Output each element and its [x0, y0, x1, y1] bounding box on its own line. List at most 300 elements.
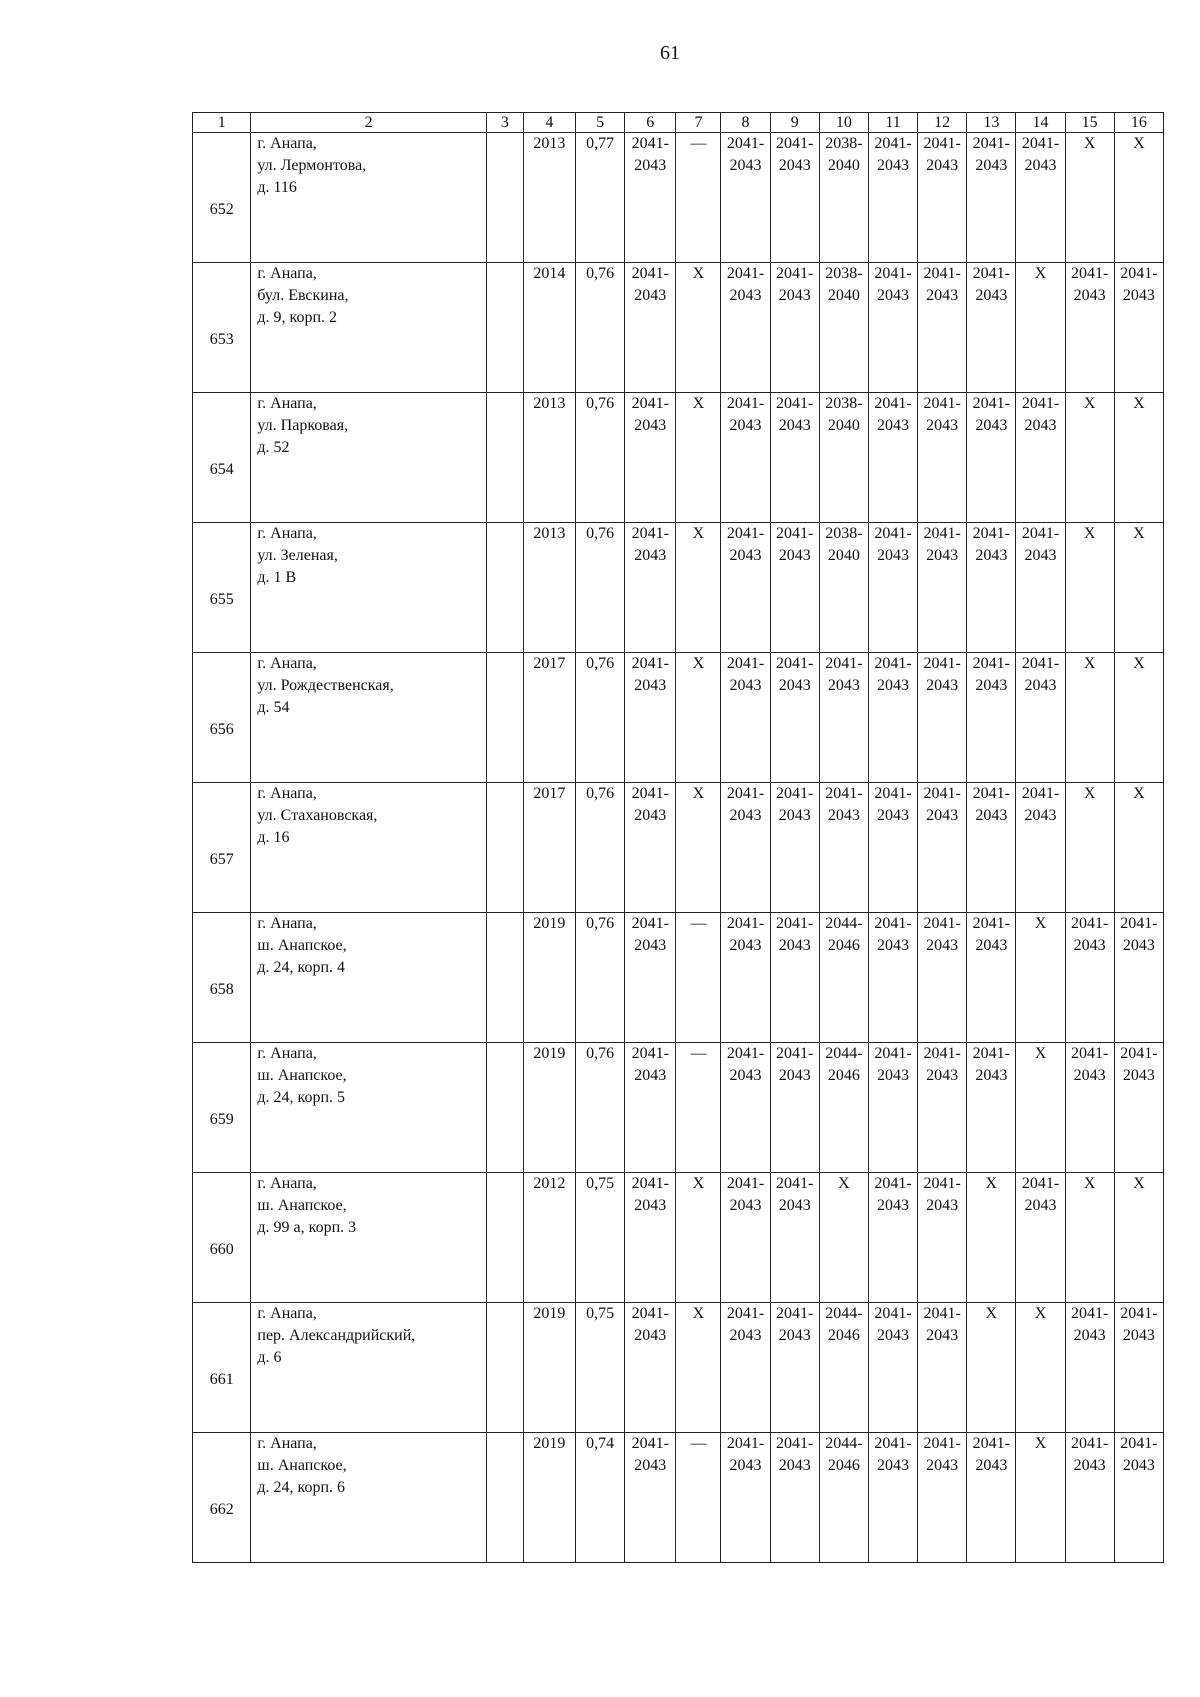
column-3-cell: [486, 393, 523, 523]
column-header: 9: [770, 113, 819, 133]
period-text: 2041-: [1120, 915, 1158, 932]
period-cell: [868, 1303, 917, 1433]
period-cell: [1114, 783, 1163, 913]
period-text: 2043: [778, 1457, 811, 1474]
period-cell: [967, 783, 1016, 913]
column-3-cell: [486, 133, 523, 263]
period-text: 2043: [975, 287, 1008, 304]
address-line: г. Анапа,: [257, 1435, 317, 1452]
period-cell: [625, 393, 676, 523]
period-text: 2041-: [631, 1305, 669, 1322]
table-row: [193, 1303, 1164, 1433]
column-header: 15: [1065, 113, 1114, 133]
period-cell: [868, 1433, 917, 1563]
period-cell: [967, 393, 1016, 523]
period-cell: [721, 1043, 770, 1173]
period-text: 2041-: [874, 785, 912, 802]
period-text: 2041-: [776, 525, 814, 542]
period-cell: [918, 1433, 967, 1563]
period-text: Х: [1083, 1175, 1096, 1192]
period-cell: [1016, 133, 1065, 263]
period-text: 2043: [778, 937, 811, 954]
period-cell: [918, 653, 967, 783]
period-text: 2043: [877, 417, 910, 434]
period-text: 2043: [975, 937, 1008, 954]
address-cell: [251, 913, 487, 1043]
period-text: 2038-: [825, 395, 863, 412]
period-text: 2043: [1024, 677, 1057, 694]
period-cell: [1016, 1173, 1065, 1303]
period-cell: [1114, 263, 1163, 393]
table-row: [193, 1433, 1164, 1563]
period-cell: [819, 1433, 868, 1563]
period-text: 2043: [926, 1067, 959, 1084]
column-3-cell: [486, 1173, 523, 1303]
period-text: 2043: [1024, 157, 1057, 174]
period-text: 2043: [926, 417, 959, 434]
period-text: 2043: [1073, 287, 1106, 304]
period-text: 2043: [1122, 1327, 1155, 1344]
period-cell: [676, 393, 721, 523]
period-text: 2043: [1024, 807, 1057, 824]
coefficient-cell: 0,77: [576, 133, 625, 263]
period-text: 2043: [975, 1067, 1008, 1084]
period-cell: [967, 1043, 1016, 1173]
period-text: 2043: [1122, 937, 1155, 954]
period-cell: [625, 653, 676, 783]
column-header: 16: [1114, 113, 1163, 133]
period-cell: [819, 393, 868, 523]
period-cell: [721, 393, 770, 523]
period-cell: [819, 523, 868, 653]
period-cell: [676, 133, 721, 263]
address-line: ул. Стахановская,: [257, 807, 378, 824]
period-text: 2041-: [874, 655, 912, 672]
period-cell: [625, 1043, 676, 1173]
period-cell: [1016, 263, 1065, 393]
period-text: 2043: [975, 547, 1008, 564]
address-cell: [251, 393, 487, 523]
column-3-cell: [486, 523, 523, 653]
period-text: Х: [985, 1175, 998, 1192]
period-cell: [1114, 1043, 1163, 1173]
period-text: 2041-: [776, 1175, 814, 1192]
period-text: 2043: [778, 1327, 811, 1344]
period-text: 2041-: [776, 785, 814, 802]
period-text: 2041-: [874, 915, 912, 932]
period-text: 2041-: [726, 395, 765, 412]
period-text: 2043: [877, 1197, 910, 1214]
row-number: [193, 263, 251, 393]
period-cell: [918, 1303, 967, 1433]
column-header: 1: [193, 113, 251, 133]
period-text: 2043: [975, 417, 1008, 434]
column-header: 2: [251, 113, 487, 133]
period-cell: [625, 1173, 676, 1303]
period-text: 2043: [729, 937, 762, 954]
period-text: 2043: [634, 937, 667, 954]
period-text: 2041-: [874, 1435, 912, 1452]
period-text: 2044-: [825, 1045, 863, 1062]
period-text: 2043: [729, 417, 762, 434]
period-text: 2041-: [1021, 525, 1060, 542]
address-line: г. Анапа,: [257, 135, 317, 152]
coefficient-cell: 0,75: [576, 1303, 625, 1433]
period-cell: [1065, 263, 1114, 393]
address-line: д. 24, корп. 6: [257, 1479, 346, 1496]
period-cell: [676, 263, 721, 393]
period-text: 2041-: [726, 785, 765, 802]
period-cell: [819, 263, 868, 393]
year-cell: 2013: [523, 133, 575, 263]
period-text: 2043: [877, 287, 910, 304]
year-cell: 2019: [523, 1433, 575, 1563]
period-cell: [721, 523, 770, 653]
period-text: 2043: [729, 157, 762, 174]
period-cell: [770, 783, 819, 913]
period-cell: [1114, 1433, 1163, 1563]
period-text: 2041-: [776, 1045, 814, 1062]
period-text: Х: [692, 1305, 705, 1322]
address-line: г. Анапа,: [257, 915, 317, 932]
period-cell: [1114, 1173, 1163, 1303]
address-cell: [251, 523, 487, 653]
year-cell: 2019: [523, 1303, 575, 1433]
year-cell: 2017: [523, 783, 575, 913]
period-text: 2041-: [972, 525, 1010, 542]
coefficient-cell: 0,76: [576, 913, 625, 1043]
period-cell: [819, 1043, 868, 1173]
period-text: 2043: [1024, 1197, 1057, 1214]
period-cell: [721, 783, 770, 913]
row-number: [193, 653, 251, 783]
row-number: [193, 1173, 251, 1303]
period-cell: [625, 1303, 676, 1433]
address-line: ш. Анапское,: [257, 1067, 347, 1084]
period-text: Х: [1034, 1435, 1047, 1452]
row-number-text: 654: [209, 460, 234, 478]
row-number-text: 662: [209, 1500, 234, 1518]
period-text: Х: [692, 395, 705, 412]
column-header: 14: [1016, 113, 1065, 133]
period-text: 2043: [1073, 937, 1106, 954]
period-cell: [868, 1043, 917, 1173]
period-text: 2043: [1122, 1067, 1155, 1084]
period-text: 2043: [634, 1197, 667, 1214]
address-line: д. 24, корп. 4: [257, 959, 346, 976]
period-cell: [918, 913, 967, 1043]
period-cell: [1065, 653, 1114, 783]
row-number-text: 653: [209, 330, 234, 348]
period-cell: [1016, 913, 1065, 1043]
period-text: 2041-: [972, 395, 1010, 412]
period-text: 2041-: [923, 1045, 961, 1062]
period-cell: [1065, 783, 1114, 913]
address-line: бул. Евскина,: [257, 287, 349, 304]
period-cell: [1114, 393, 1163, 523]
period-cell: [1065, 1043, 1114, 1173]
period-text: 2043: [926, 1327, 959, 1344]
period-text: 2041-: [1070, 915, 1109, 932]
period-text: 2041-: [874, 135, 912, 152]
address-line: г. Анапа,: [257, 655, 317, 672]
period-cell: [770, 1043, 819, 1173]
period-text: Х: [1034, 1305, 1047, 1322]
period-text: 2043: [634, 1067, 667, 1084]
period-cell: [1114, 1303, 1163, 1433]
address-line: г. Анапа,: [257, 1175, 317, 1192]
period-cell: [770, 393, 819, 523]
coefficient-cell: 0,76: [576, 1043, 625, 1173]
period-cell: [625, 263, 676, 393]
period-cell: [819, 1173, 868, 1303]
address-line: д. 9, корп. 2: [257, 309, 338, 326]
address-line: д. 54: [257, 699, 290, 716]
period-text: 2038-: [825, 135, 863, 152]
period-cell: [770, 913, 819, 1043]
table-row: [193, 653, 1164, 783]
address-line: ш. Анапское,: [257, 1457, 347, 1474]
period-text: 2043: [634, 417, 667, 434]
period-cell: [1065, 133, 1114, 263]
period-text: 2041-: [972, 265, 1010, 282]
period-text: Х: [1083, 785, 1096, 802]
period-text: 2043: [975, 157, 1008, 174]
column-header: 5: [576, 113, 625, 133]
coefficient-cell: 0,75: [576, 1173, 625, 1303]
period-text: 2043: [729, 1457, 762, 1474]
period-text: 2041-: [776, 1305, 814, 1322]
period-text: 2041-: [776, 265, 814, 282]
period-cell: [918, 783, 967, 913]
column-3-cell: [486, 1433, 523, 1563]
period-cell: [770, 1173, 819, 1303]
period-cell: [918, 1043, 967, 1173]
period-text: 2043: [634, 807, 667, 824]
period-cell: [868, 653, 917, 783]
period-text: Х: [692, 265, 705, 282]
period-text: 2046: [827, 937, 860, 954]
column-header: 8: [721, 113, 770, 133]
period-cell: [1114, 653, 1163, 783]
period-text: 2040: [827, 287, 860, 304]
period-text: 2041-: [631, 785, 669, 802]
period-cell: [1016, 1043, 1065, 1173]
coefficient-cell: 0,76: [576, 653, 625, 783]
period-text: 2041-: [726, 655, 765, 672]
period-text: 2043: [926, 937, 959, 954]
period-cell: [1065, 1433, 1114, 1563]
period-cell: [676, 783, 721, 913]
period-text: 2044-: [825, 1435, 863, 1452]
period-text: 2041-: [923, 525, 961, 542]
period-text: Х: [692, 1175, 705, 1192]
period-cell: [625, 783, 676, 913]
period-text: 2041-: [776, 135, 814, 152]
table-row: [193, 1173, 1164, 1303]
coefficient-cell: 0,74: [576, 1433, 625, 1563]
period-text: 2041-: [776, 915, 814, 932]
period-text: 2043: [877, 677, 910, 694]
row-number-text: 660: [209, 1240, 234, 1258]
year-cell: 2013: [523, 523, 575, 653]
period-text: 2041-: [1120, 1045, 1158, 1062]
period-text: 2043: [634, 157, 667, 174]
page-number: 61: [660, 42, 680, 64]
period-cell: [1016, 523, 1065, 653]
row-number: [193, 913, 251, 1043]
period-cell: [625, 133, 676, 263]
address-line: ш. Анапское,: [257, 1197, 347, 1214]
period-cell: [721, 1173, 770, 1303]
period-text: 2041-: [726, 525, 765, 542]
row-number: [193, 1433, 251, 1563]
period-text: 2041-: [631, 135, 669, 152]
period-cell: [967, 913, 1016, 1043]
address-cell: [251, 653, 487, 783]
period-text: 2041-: [1070, 1045, 1109, 1062]
period-text: Х: [1133, 135, 1145, 152]
period-text: 2041-: [631, 1175, 669, 1192]
column-header: 13: [967, 113, 1016, 133]
period-cell: [721, 653, 770, 783]
period-text: 2043: [926, 287, 959, 304]
period-cell: [625, 523, 676, 653]
period-text: 2041-: [1120, 265, 1158, 282]
period-text: 2041-: [923, 1435, 961, 1452]
period-text: 2043: [827, 677, 860, 694]
period-text: 2041-: [1070, 1305, 1109, 1322]
period-text: Х: [1133, 525, 1145, 542]
period-text: 2043: [634, 1457, 667, 1474]
row-number: [193, 783, 251, 913]
period-text: 2043: [926, 1457, 959, 1474]
period-text: Х: [692, 785, 705, 802]
period-text: 2041-: [631, 655, 669, 672]
period-text: 2043: [778, 547, 811, 564]
period-text: 2043: [634, 677, 667, 694]
period-cell: [1065, 1303, 1114, 1433]
period-text: 2041-: [1070, 1435, 1109, 1452]
period-text: 2043: [877, 1067, 910, 1084]
address-line: пер. Александрийский,: [257, 1327, 416, 1344]
period-text: 2041-: [1021, 785, 1060, 802]
period-cell: [967, 1433, 1016, 1563]
period-text: Х: [692, 525, 705, 542]
address-cell: [251, 1433, 487, 1563]
period-text: 2043: [877, 1457, 910, 1474]
period-text: Х: [692, 655, 705, 672]
period-cell: [676, 1303, 721, 1433]
table-row: [193, 913, 1164, 1043]
period-text: 2043: [975, 677, 1008, 694]
period-text: Х: [1133, 1175, 1145, 1192]
period-text: 2046: [827, 1327, 860, 1344]
period-cell: [1016, 1303, 1065, 1433]
coefficient-cell: 0,76: [576, 783, 625, 913]
period-cell: [1114, 913, 1163, 1043]
period-cell: [819, 133, 868, 263]
row-number: [193, 1043, 251, 1173]
period-text: 2041-: [1021, 135, 1060, 152]
period-text: 2043: [729, 287, 762, 304]
year-cell: 2019: [523, 913, 575, 1043]
period-text: 2041-: [631, 265, 669, 282]
period-text: Х: [1083, 655, 1096, 672]
period-cell: [819, 913, 868, 1043]
period-text: 2043: [877, 1327, 910, 1344]
period-text: 2041-: [726, 1305, 765, 1322]
period-text: 2041-: [726, 265, 765, 282]
period-text: 2043: [778, 1197, 811, 1214]
period-cell: [868, 913, 917, 1043]
period-cell: [1016, 1433, 1065, 1563]
period-text: 2041-: [923, 785, 961, 802]
period-text: 2043: [729, 547, 762, 564]
period-cell: [819, 653, 868, 783]
period-cell: [1065, 393, 1114, 523]
period-text: —: [690, 1435, 707, 1452]
period-text: 2041-: [631, 915, 669, 932]
column-3-cell: [486, 1043, 523, 1173]
period-text: 2041-: [972, 655, 1010, 672]
period-text: 2041-: [874, 1175, 912, 1192]
period-text: 2043: [975, 1457, 1008, 1474]
address-line: г. Анапа,: [257, 395, 317, 412]
period-text: 2041-: [825, 655, 863, 672]
period-text: 2041-: [972, 785, 1010, 802]
period-text: 2041-: [631, 1045, 669, 1062]
period-text: 2041-: [874, 1045, 912, 1062]
period-cell: [676, 1173, 721, 1303]
period-text: 2046: [827, 1457, 860, 1474]
address-line: ул. Парковая,: [257, 417, 349, 434]
period-cell: [967, 1173, 1016, 1303]
period-text: Х: [1034, 1045, 1047, 1062]
period-cell: [819, 783, 868, 913]
period-cell: [819, 1303, 868, 1433]
address-line: ш. Анапское,: [257, 937, 347, 954]
coefficient-cell: 0,76: [576, 263, 625, 393]
period-text: 2043: [877, 807, 910, 824]
year-cell: 2017: [523, 653, 575, 783]
period-cell: [676, 523, 721, 653]
period-text: 2041-: [776, 655, 814, 672]
address-line: г. Анапа,: [257, 1045, 317, 1062]
period-cell: [770, 1433, 819, 1563]
column-header: 10: [819, 113, 868, 133]
period-cell: [676, 653, 721, 783]
period-text: 2043: [729, 1327, 762, 1344]
period-text: 2041-: [776, 1435, 814, 1452]
row-number: [193, 523, 251, 653]
table-row: [193, 263, 1164, 393]
period-text: 2043: [729, 1067, 762, 1084]
period-text: —: [690, 915, 707, 932]
period-text: Х: [985, 1305, 998, 1322]
period-text: 2043: [926, 677, 959, 694]
period-text: 2041-: [923, 395, 961, 412]
period-text: 2043: [926, 547, 959, 564]
period-text: 2041-: [1021, 1175, 1060, 1192]
period-text: 2043: [877, 547, 910, 564]
address-cell: [251, 783, 487, 913]
period-text: 2041-: [631, 525, 669, 542]
period-cell: [721, 1433, 770, 1563]
row-number-text: 655: [209, 590, 234, 608]
period-text: 2040: [827, 417, 860, 434]
period-text: Х: [1133, 785, 1145, 802]
